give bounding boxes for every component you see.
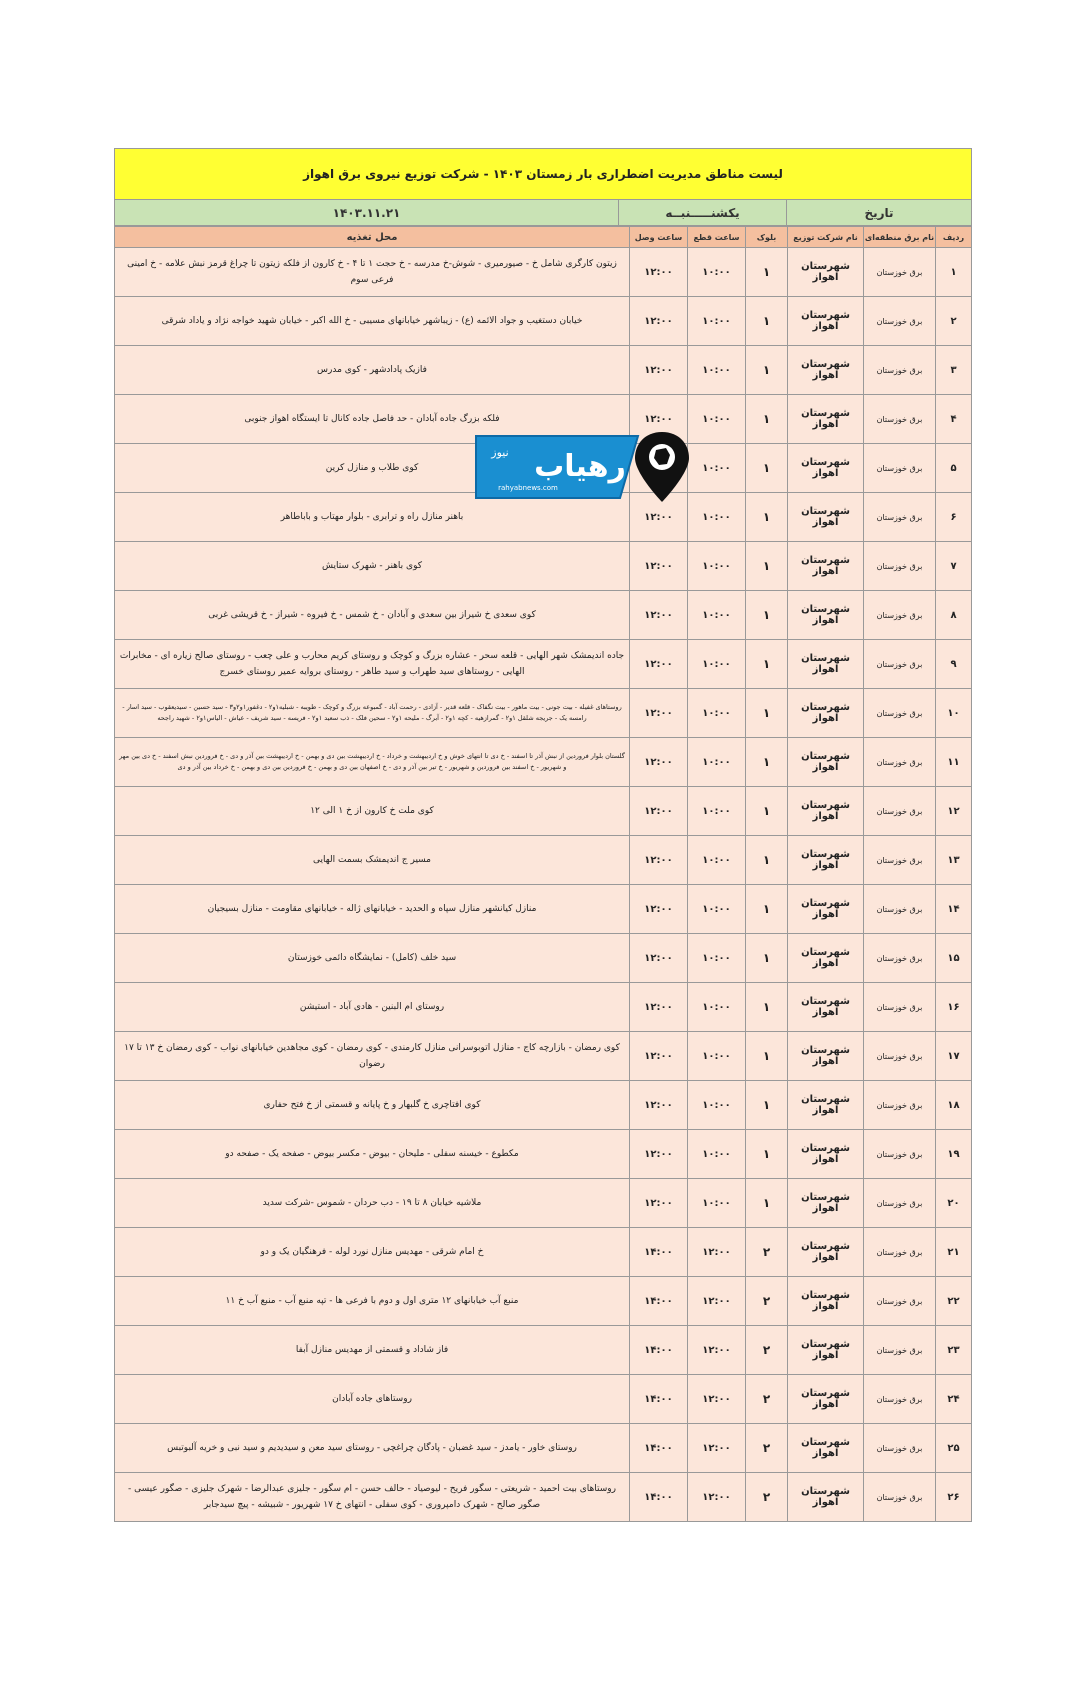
- cut-time: ۱۲:۰۰: [688, 1375, 746, 1424]
- connect-time: ۱۲:۰۰: [630, 934, 688, 983]
- cut-time: ۱۰:۰۰: [688, 738, 746, 787]
- connect-time: ۱۲:۰۰: [630, 248, 688, 297]
- feed-location: خ امام شرقی - مهدیس منازل نورد لوله - فرهنگیان یک و دو: [115, 1228, 630, 1277]
- regional-name: برق خوزستان: [864, 934, 936, 983]
- company-name: شهرستان اهواز: [788, 1473, 864, 1522]
- table-row: [115, 1081, 972, 1130]
- company-name: شهرستان اهواز: [788, 885, 864, 934]
- connect-time: ۱۲:۰۰: [630, 1130, 688, 1179]
- table-row: [115, 787, 972, 836]
- block-number: ۱: [746, 1179, 788, 1228]
- company-name: شهرستان اهواز: [788, 1032, 864, 1081]
- regional-name: برق خوزستان: [864, 346, 936, 395]
- cut-time: ۱۲:۰۰: [688, 1473, 746, 1522]
- connect-time: ۱۲:۰۰: [630, 591, 688, 640]
- regional-name: برق خوزستان: [864, 1375, 936, 1424]
- cut-time: ۱۰:۰۰: [688, 689, 746, 738]
- cut-time: ۱۲:۰۰: [688, 1277, 746, 1326]
- block-number: ۲: [746, 1424, 788, 1473]
- regional-name: برق خوزستان: [864, 542, 936, 591]
- block-number: ۲: [746, 1375, 788, 1424]
- regional-name: برق خوزستان: [864, 1473, 936, 1522]
- cut-time: ۱۰:۰۰: [688, 297, 746, 346]
- row-number: ۱۱: [936, 738, 972, 787]
- row-number: ۱۲: [936, 787, 972, 836]
- block-number: ۲: [746, 1277, 788, 1326]
- table-row: [115, 1277, 972, 1326]
- connect-time: ۱۲:۰۰: [630, 346, 688, 395]
- cut-time: ۱۰:۰۰: [688, 787, 746, 836]
- company-name: شهرستان اهواز: [788, 1375, 864, 1424]
- cut-time: ۱۰:۰۰: [688, 983, 746, 1032]
- company-name: شهرستان اهواز: [788, 787, 864, 836]
- company-name: شهرستان اهواز: [788, 591, 864, 640]
- feed-location: منبع آب خیابانهای ۱۲ متری اول و دوم با فرعی ها - تپه منبع آب - منبع آب خ ۱۱: [115, 1277, 630, 1326]
- outage-sheet: [114, 148, 972, 1522]
- company-name: شهرستان اهواز: [788, 395, 864, 444]
- connect-time: ۱۴:۰۰: [630, 1326, 688, 1375]
- row-number: ۱۸: [936, 1081, 972, 1130]
- regional-name: برق خوزستان: [864, 885, 936, 934]
- block-number: ۱: [746, 591, 788, 640]
- company-name: شهرستان اهواز: [788, 1081, 864, 1130]
- row-number: ۳: [936, 346, 972, 395]
- table-row: [115, 542, 972, 591]
- block-number: ۱: [746, 640, 788, 689]
- feed-location: روستاهای غفیله - بیت جونی - بیت ماهور - بیت نگفاک - قلعه قدیر - آزادی - رحمت آباد - گمبوعه بزرگ و کوچک - طویبه - شبلیه۱و۲ - دغفور۱و۲و۳ - سید حسین - سیدیعقوب - سید اسار - رامسه یک - جریجه شلقل ۱و۲ - گمرازهیه - کچه ۱و۲ - آبرگ - ملیحه ۱و۲ - سحین فلک - ذب سعید ۱و۲ - فریسه - سید شریف - عیاش - الیاس۱و۲ - شهید راجحه: [115, 689, 630, 738]
- block-number: ۱: [746, 297, 788, 346]
- table-row: [115, 1326, 972, 1375]
- cut-time: ۱۰:۰۰: [688, 934, 746, 983]
- block-number: ۱: [746, 885, 788, 934]
- regional-name: برق خوزستان: [864, 395, 936, 444]
- company-name: شهرستان اهواز: [788, 542, 864, 591]
- regional-name: برق خوزستان: [864, 297, 936, 346]
- header-cut-time: ساعت قطع: [688, 227, 746, 248]
- cut-time: ۱۰:۰۰: [688, 1032, 746, 1081]
- connect-time: ۱۲:۰۰: [630, 689, 688, 738]
- table-row: [115, 346, 972, 395]
- feed-location: مسیر ج اندیمشک بسمت الهایی: [115, 836, 630, 885]
- company-name: شهرستان اهواز: [788, 444, 864, 493]
- regional-name: برق خوزستان: [864, 1424, 936, 1473]
- block-number: ۱: [746, 493, 788, 542]
- table-row: [115, 689, 972, 738]
- row-number: ۱۰: [936, 689, 972, 738]
- regional-name: برق خوزستان: [864, 1228, 936, 1277]
- connect-time: ۱۲:۰۰: [630, 640, 688, 689]
- feed-location: کوی ملت خ کارون از خ ۱ الی ۱۲: [115, 787, 630, 836]
- company-name: شهرستان اهواز: [788, 983, 864, 1032]
- feed-location: کوی افتاچری خ گلبهار و خ پایانه و قسمتی از خ فتح حفاری: [115, 1081, 630, 1130]
- feed-location: جاده اندیمشک شهر الهایی - قلعه سحر - عشاره بزرگ و کوچک و روستای کریم محارب و علی چعب - روستای صالح زیاره ای - مخابرات الهایی - روستاهای سید طهراب و سید طاهر - روستای بروایه عمیر روستای خسرج: [115, 640, 630, 689]
- block-number: ۱: [746, 248, 788, 297]
- block-number: ۱: [746, 983, 788, 1032]
- connect-time: ۱۲:۰۰: [630, 836, 688, 885]
- feed-location: فازیک پادادشهر - کوی مدرس: [115, 346, 630, 395]
- row-number: ۹: [936, 640, 972, 689]
- date-row: [114, 200, 972, 226]
- block-number: ۱: [746, 787, 788, 836]
- logo-suffix: نیوز: [491, 446, 509, 459]
- header-regional: نام برق منطقه‌ای: [864, 227, 936, 248]
- cut-time: ۱۰:۰۰: [688, 248, 746, 297]
- row-number: ۸: [936, 591, 972, 640]
- feed-location: فاز شاداد و قسمتی از مهدیس منازل آبفا: [115, 1326, 630, 1375]
- connect-time: ۱۲:۰۰: [630, 395, 688, 444]
- block-number: ۱: [746, 1130, 788, 1179]
- table-row: [115, 885, 972, 934]
- block-number: ۱: [746, 1032, 788, 1081]
- regional-name: برق خوزستان: [864, 1277, 936, 1326]
- cut-time: ۱۰:۰۰: [688, 444, 746, 493]
- cut-time: ۱۰:۰۰: [688, 346, 746, 395]
- row-number: ۲۰: [936, 1179, 972, 1228]
- regional-name: برق خوزستان: [864, 1032, 936, 1081]
- row-number: ۲۶: [936, 1473, 972, 1522]
- connect-time: ۱۴:۰۰: [630, 1277, 688, 1326]
- regional-name: برق خوزستان: [864, 1179, 936, 1228]
- table-row: [115, 297, 972, 346]
- cut-time: ۱۰:۰۰: [688, 885, 746, 934]
- connect-time: ۱۲:۰۰: [630, 1179, 688, 1228]
- header-row-number: ردیف: [936, 227, 972, 248]
- regional-name: برق خوزستان: [864, 787, 936, 836]
- cut-time: ۱۰:۰۰: [688, 640, 746, 689]
- feed-location: کوی سعدی خ شیراز بین سعدی و آبادان - خ شمس - خ فیروه - شیراز - خ قریشی غربی: [115, 591, 630, 640]
- cut-time: ۱۰:۰۰: [688, 836, 746, 885]
- connect-time: ۱۲:۰۰: [630, 1032, 688, 1081]
- connect-time: ۱۲:۰۰: [630, 738, 688, 787]
- company-name: شهرستان اهواز: [788, 1277, 864, 1326]
- connect-time: ۱۲:۰۰: [630, 885, 688, 934]
- date-value: ۱۴۰۳.۱۱.۲۱: [332, 205, 401, 220]
- sheet-title: لیست مناطق مدیریت اضطراری بار زمستان ۱۴۰۳ - شرکت توزیع نیروی برق اهواز: [114, 148, 972, 200]
- logo-site: rahyabnews.com: [498, 484, 558, 492]
- row-number: ۶: [936, 493, 972, 542]
- table-row: [115, 836, 972, 885]
- regional-name: برق خوزستان: [864, 591, 936, 640]
- row-number: ۲۳: [936, 1326, 972, 1375]
- connect-time: ۱۴:۰۰: [630, 1424, 688, 1473]
- company-name: شهرستان اهواز: [788, 1179, 864, 1228]
- feed-location: روستای ام البنین - هادی آباد - استیشن: [115, 983, 630, 1032]
- row-number: ۴: [936, 395, 972, 444]
- block-number: ۱: [746, 395, 788, 444]
- company-name: شهرستان اهواز: [788, 934, 864, 983]
- regional-name: برق خوزستان: [864, 1326, 936, 1375]
- connect-time: ۱۲:۰۰: [630, 983, 688, 1032]
- table-row: [115, 248, 972, 297]
- block-number: ۱: [746, 689, 788, 738]
- table-row: [115, 983, 972, 1032]
- block-number: ۱: [746, 836, 788, 885]
- row-number: ۲: [936, 297, 972, 346]
- regional-name: برق خوزستان: [864, 1130, 936, 1179]
- block-number: ۱: [746, 346, 788, 395]
- company-name: شهرستان اهواز: [788, 248, 864, 297]
- feed-location: مکطوع - خیسنه سفلی - ملیحان - بیوض - مکسر بیوض - صفحه یک - صفحه دو: [115, 1130, 630, 1179]
- connect-time: ۱۲:۰۰: [630, 787, 688, 836]
- table-row: [115, 1375, 972, 1424]
- connect-time: ۱۴:۰۰: [630, 1473, 688, 1522]
- cut-time: ۱۰:۰۰: [688, 542, 746, 591]
- feed-location: روستای خاور - یامدز - سید غضبان - پادگان چراغچی - روستای سید معن و سیدیدیم و سید نبی و خریه آلبوتبس: [115, 1424, 630, 1473]
- connect-time: ۱۲:۰۰: [630, 297, 688, 346]
- feed-location: منازل کیانشهر منازل سپاه و الحدید - خیابانهای ژاله - خیابانهای مقاومت - منازل بسیجیان: [115, 885, 630, 934]
- table-row: [115, 591, 972, 640]
- regional-name: برق خوزستان: [864, 493, 936, 542]
- regional-name: برق خوزستان: [864, 836, 936, 885]
- cut-time: ۱۰:۰۰: [688, 1179, 746, 1228]
- company-name: شهرستان اهواز: [788, 836, 864, 885]
- feed-location: گلستان بلوار فروردین از نبش آذر تا اسفند - خ دی تا انتهای خوش و خ اردیبهشت و خرداد - خ اردیبهشت بین دی و بهمن - خ اردیبهشت بین آذر و دی - خ فروردین نبش اسفند - خ دی بین مهر و شهریور - خ اسفند بین فروردین و شهریور - خ تیر بین آذر و دی - خ اصفهان بین دی و بهمن - خ فروردین بین دی و بهمن - خ خرداد بین آذر و دی: [115, 738, 630, 787]
- table-row: [115, 640, 972, 689]
- company-name: شهرستان اهواز: [788, 346, 864, 395]
- row-number: ۱۳: [936, 836, 972, 885]
- regional-name: برق خوزستان: [864, 738, 936, 787]
- regional-name: برق خوزستان: [864, 444, 936, 493]
- regional-name: برق خوزستان: [864, 1081, 936, 1130]
- cut-time: ۱۰:۰۰: [688, 1130, 746, 1179]
- company-name: شهرستان اهواز: [788, 1228, 864, 1277]
- table-row: [115, 1179, 972, 1228]
- header-company: نام شرکت توزیع: [788, 227, 864, 248]
- row-number: ۱: [936, 248, 972, 297]
- cut-time: ۱۰:۰۰: [688, 493, 746, 542]
- block-number: ۱: [746, 934, 788, 983]
- company-name: شهرستان اهواز: [788, 493, 864, 542]
- row-number: ۱۵: [936, 934, 972, 983]
- table-row: [115, 1473, 972, 1522]
- row-number: ۷: [936, 542, 972, 591]
- logo-brand: رهیاب: [534, 449, 626, 484]
- connect-time: ۱۲:۰۰: [630, 542, 688, 591]
- date-label: تاریخ: [786, 200, 971, 225]
- feed-location: خیابان دستغیب و جواد الائمه (ع) - زیباشهر خیابانهای مسیبی - خ الله اکبر - خیابان شهید خواجه نژاد و یاداد شرقی: [115, 297, 630, 346]
- company-name: شهرستان اهواز: [788, 1130, 864, 1179]
- company-name: شهرستان اهواز: [788, 1424, 864, 1473]
- connect-time: ۱۴:۰۰: [630, 1228, 688, 1277]
- connect-time: ۱۲:۰۰: [630, 1081, 688, 1130]
- block-number: ۲: [746, 1326, 788, 1375]
- cut-time: ۱۲:۰۰: [688, 1326, 746, 1375]
- regional-name: برق خوزستان: [864, 689, 936, 738]
- table-row: [115, 1032, 972, 1081]
- block-number: ۱: [746, 738, 788, 787]
- feed-location: فلکه بزرگ جاده آبادان - حد فاصل جاده کانال تا ایستگاه اهواز جنوبی: [115, 395, 630, 444]
- company-name: شهرستان اهواز: [788, 297, 864, 346]
- day-name: یکشنـــــنبــه: [618, 200, 786, 225]
- header-block: بلوک: [746, 227, 788, 248]
- connect-time: ۱۴:۰۰: [630, 1375, 688, 1424]
- company-name: شهرستان اهواز: [788, 640, 864, 689]
- row-number: ۲۱: [936, 1228, 972, 1277]
- block-number: ۲: [746, 1473, 788, 1522]
- regional-name: برق خوزستان: [864, 640, 936, 689]
- table-header-row: [115, 227, 972, 248]
- row-number: ۲۵: [936, 1424, 972, 1473]
- row-number: ۱۷: [936, 1032, 972, 1081]
- regional-name: برق خوزستان: [864, 983, 936, 1032]
- row-number: ۱۹: [936, 1130, 972, 1179]
- cut-time: ۱۰:۰۰: [688, 591, 746, 640]
- feed-location: زیتون کارگری شامل خ - صیورمیری - شوش-خ مدرسه - خ حجت ۱ تا ۴ - خ کارون از فلکه زیتون تا چراغ قرمز نبش علامه - خ امینی فرعی سوم: [115, 248, 630, 297]
- table-row: [115, 934, 972, 983]
- company-name: شهرستان اهواز: [788, 738, 864, 787]
- block-number: ۱: [746, 1081, 788, 1130]
- outage-table: [114, 226, 972, 1522]
- rahyab-news-logo: [470, 428, 690, 506]
- cut-time: ۱۰:۰۰: [688, 395, 746, 444]
- feed-location: ملاشیه خیابان ۸ تا ۱۹ - دب حردان - شموس -شرکت سدید: [115, 1179, 630, 1228]
- feed-location: روستاهای جاده آبادان: [115, 1375, 630, 1424]
- feed-location: کوی طلاب و منازل کرین: [115, 444, 630, 493]
- cut-time: ۱۲:۰۰: [688, 1424, 746, 1473]
- row-number: ۲۴: [936, 1375, 972, 1424]
- row-number: ۱۶: [936, 983, 972, 1032]
- cut-time: ۱۰:۰۰: [688, 1081, 746, 1130]
- feed-location: سید خلف (کامل) - نمایشگاه دائمی خوزستان: [115, 934, 630, 983]
- company-name: شهرستان اهواز: [788, 1326, 864, 1375]
- company-name: شهرستان اهواز: [788, 689, 864, 738]
- cut-time: ۱۲:۰۰: [688, 1228, 746, 1277]
- table-row: [115, 738, 972, 787]
- map-pin-icon: [635, 432, 689, 502]
- header-connect-time: ساعت وصل: [630, 227, 688, 248]
- table-row: [115, 1424, 972, 1473]
- block-number: ۲: [746, 1228, 788, 1277]
- header-location: محل تغذیه: [115, 227, 630, 248]
- table-row: [115, 1228, 972, 1277]
- feed-location: روستاهای بیت احمید - شریعتی - سگور فریح - لیوصیاد - حالف حسن - ام سگور - جلیزی عبدالرضا - شهرک جلیزی - صگور عیسی - صگور صالح - شهرک دامپروری - کوی سفلی - انتهای خ ۱۷ شهریور - شبیشه - پیچ سیدجابر: [115, 1473, 630, 1522]
- block-number: ۱: [746, 542, 788, 591]
- row-number: ۲۲: [936, 1277, 972, 1326]
- feed-location: باهنر منازل راه و ترابری - بلوار مهتاب و باباطاهر: [115, 493, 630, 542]
- feed-location: کوی رمضان - بازارچه کاج - منازل اتوبوسرانی منازل کارمندی - کوی رمضان - کوی مجاهدین خیابانهای نواب - کوی رمضان خ ۱۳ تا ۱۷ رضوان: [115, 1032, 630, 1081]
- block-number: ۱: [746, 444, 788, 493]
- row-number: ۱۴: [936, 885, 972, 934]
- table-row: [115, 1130, 972, 1179]
- regional-name: برق خوزستان: [864, 248, 936, 297]
- feed-location: کوی باهنر - شهرک ستایش: [115, 542, 630, 591]
- connect-time: ۱۲:۰۰: [630, 493, 688, 542]
- row-number: ۵: [936, 444, 972, 493]
